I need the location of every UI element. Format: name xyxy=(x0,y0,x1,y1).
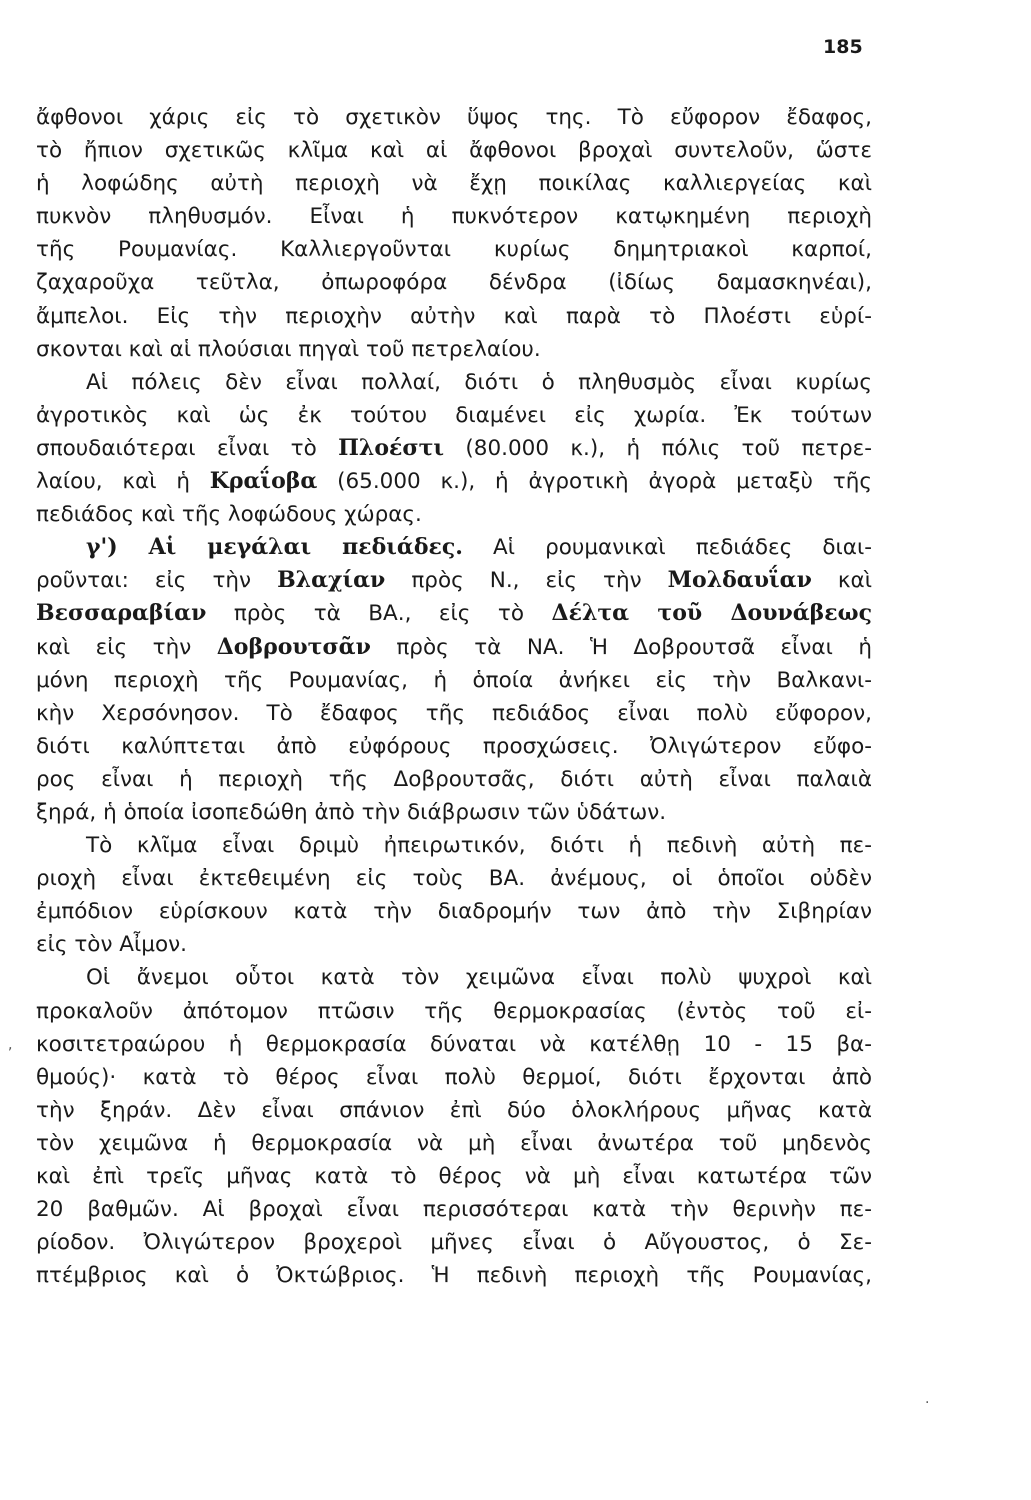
text-line xyxy=(36,1259,872,1292)
body-text xyxy=(36,101,872,1292)
text-line xyxy=(36,531,872,564)
text-segment: 20 βαθμῶν. Αἱ βροχαὶ εἶναι περισσότεραι κατὰ τὴν θερινὴν πε- xyxy=(36,1197,872,1223)
text-segment: διότι καλύπτεται ἀπὸ εὐφόρους προσχώσεις. Ὀλιγώτερον εὔφο- xyxy=(36,733,872,759)
text-segment: πρὸς τὰ ΒΑ., εἰς τὸ xyxy=(206,601,552,627)
margin-mark: , xyxy=(8,1037,13,1053)
text-line xyxy=(36,1226,872,1259)
text-segment: Αἱ πόλεις δὲν εἶναι πολλαί, διότι ὁ πληθυσμὸς εἶναι κυρίως xyxy=(86,369,872,395)
text-segment: (65.000 κ.), ἡ ἀγροτικὴ ἀγορὰ μεταξὺ τῆς xyxy=(317,469,872,495)
text-segment: θμούς)· κατὰ τὸ θέρος εἶναι πολὺ θερμοί, διότι ἔρχονται ἀπὸ xyxy=(36,1064,872,1090)
text-segment: ξηρά, ἡ ὁποία ἰσοπεδώθη ἀπὸ τὴν διάβρωσιν τῶν ὑδάτων. xyxy=(36,799,667,825)
text-line xyxy=(36,664,872,697)
text-segment: τὴν ξηράν. Δὲν εἶναι σπάνιον ἐπὶ δύο ὁλοκλήρους μῆνας κατὰ xyxy=(36,1097,872,1123)
text-segment: πρὸς τὰ ΝΑ. Ἡ Δοβρουτσᾶ εἶναι ἡ xyxy=(370,634,872,660)
text-line xyxy=(36,763,872,796)
text-line xyxy=(36,101,872,134)
text-line xyxy=(36,1127,872,1160)
text-segment: κὴν Χερσόνησον. Τὸ ἔδαφος τῆς πεδιάδος εἶναι πολὺ εὔφορον, xyxy=(36,700,872,726)
text-segment: (80.000 κ.), ἡ πόλις τοῦ πετρε- xyxy=(444,435,872,461)
text-segment: ἐμπόδιον εὑρίσκουν κατὰ τὴν διαδρομήν των ἀπὸ τὴν Σιβηρίαν xyxy=(36,899,872,925)
text-segment: σκονται καὶ αἱ πλούσιαι πηγαὶ τοῦ πετρελαίου. xyxy=(36,336,541,362)
text-line xyxy=(36,167,872,200)
text-segment: ροῦνται: εἰς τὴν xyxy=(36,568,278,594)
text-segment: ρίοδον. Ὀλιγώτερον βροχεροὶ μῆνες εἶναι ὁ Αὔγουστος, ὁ Σε- xyxy=(36,1230,872,1256)
text-line xyxy=(36,233,872,266)
page-number: 185 xyxy=(823,36,863,58)
text-line xyxy=(36,796,872,829)
bold-term: Κραΐοβα xyxy=(209,468,318,495)
text-segment: πυκνὸν πληθυσμόν. Εἶναι ἡ πυκνότερον κατῳκημένη περιοχὴ xyxy=(36,204,872,230)
text-segment: σπουδαιότεραι εἶναι τὸ xyxy=(36,435,339,461)
text-line xyxy=(36,961,872,994)
text-segment: ἡ λοφώδης αὐτὴ περιοχὴ νὰ ἔχῃ ποικίλας καλλιεργείας καὶ xyxy=(36,171,872,197)
margin-mark: · xyxy=(925,1395,930,1411)
text-segment: πρὸς Ν., εἰς τὴν xyxy=(385,568,668,594)
text-line xyxy=(36,1061,872,1094)
text-segment: πεδιάδος καὶ τῆς λοφώδους χώρας. xyxy=(36,502,422,528)
text-line xyxy=(36,564,872,597)
text-segment: τῆς Ρουμανίας. Καλλιεργοῦνται κυρίως δημητριακοὶ καρποί, xyxy=(36,237,872,263)
bold-term: Δοβρουτσᾶν xyxy=(216,633,371,660)
text-segment: κοσιτετραώρου ἡ θερμοκρασία δύναται νὰ κατέλθῃ 10 - 15 βα- xyxy=(36,1031,872,1057)
text-segment: ριοχὴ εἶναι ἐκτεθειμένη εἰς τοὺς ΒΑ. ἀνέμους, οἱ ὁποῖοι οὐδὲν xyxy=(36,866,872,892)
bold-term: γ') Αἱ μεγάλαι πεδιάδες. xyxy=(86,534,463,561)
text-line xyxy=(36,498,872,531)
text-line xyxy=(36,631,872,664)
text-line xyxy=(36,697,872,730)
text-line xyxy=(36,432,872,465)
text-segment: προκαλοῦν ἀπότομον πτῶσιν τῆς θερμοκρασίας (ἐντὸς τοῦ εἰ- xyxy=(36,998,872,1024)
text-line xyxy=(36,134,872,167)
text-segment: πτέμβριος καὶ ὁ Ὀκτώβριος. Ἡ πεδινὴ περιοχὴ τῆς Ρουμανίας, xyxy=(36,1263,872,1289)
text-line xyxy=(36,333,872,366)
bold-term: Μολδαυΐαν xyxy=(667,567,812,594)
text-line xyxy=(36,200,872,233)
text-line xyxy=(36,995,872,1028)
text-segment: τὸν χειμῶνα ἡ θερμοκρασία νὰ μὴ εἶναι ἀνωτέρα τοῦ μηδενὸς xyxy=(36,1130,872,1156)
text-line xyxy=(36,829,872,862)
text-segment: ρος εἶναι ἡ περιοχὴ τῆς Δοβρουτσᾶς, διότι αὐτὴ εἶναι παλαιὰ xyxy=(36,766,872,792)
text-segment: τὸ ἤπιον σχετικῶς κλῖμα καὶ αἱ ἄφθονοι βροχαὶ συντελοῦν, ὥστε xyxy=(36,138,872,164)
text-segment: ἀγροτικὸς καὶ ὡς ἐκ τούτου διαμένει εἰς χωρία. Ἐκ τούτων xyxy=(36,402,872,428)
text-line xyxy=(36,928,872,961)
bold-term: Βεσσαραβίαν xyxy=(36,600,207,627)
bold-term: Δέλτα τοῦ Δουνάβεως xyxy=(551,600,872,627)
text-segment: εἰς τὸν Αἶμον. xyxy=(36,932,187,958)
text-segment: καὶ εἰς τὴν xyxy=(36,634,217,660)
text-segment: Τὸ κλῖμα εἶναι δριμὺ ἠπειρωτικόν, διότι ἡ πεδινὴ αὐτὴ πε- xyxy=(86,833,872,859)
text-segment: ἄφθονοι χάρις εἰς τὸ σχετικὸν ὕψος της. Τὸ εὔφορον ἔδαφος, xyxy=(36,105,872,130)
text-line xyxy=(36,730,872,763)
text-line xyxy=(36,597,872,630)
text-line xyxy=(36,1160,872,1193)
text-segment: ζαχαροῦχα τεῦτλα, ὀπωροφόρα δένδρα (ἰδίως δαμασκηνέαι), xyxy=(36,270,872,296)
text-line xyxy=(36,300,872,333)
text-segment: καὶ ἐπὶ τρεῖς μῆνας κατὰ τὸ θέρος νὰ μὴ εἶναι κατωτέρα τῶν xyxy=(36,1164,872,1189)
text-segment: Οἱ ἄνεμοι οὗτοι κατὰ τὸν χειμῶνα εἶναι πολὺ ψυχροὶ καὶ xyxy=(86,965,872,991)
text-segment: μόνη περιοχὴ τῆς Ρουμανίας, ἡ ὁποία ἀνήκει εἰς τὴν Βαλκανι- xyxy=(36,667,872,693)
text-segment: λαίου, καὶ ἡ xyxy=(36,469,210,495)
text-segment: Αἱ ρουμανικαὶ πεδιάδες διαι- xyxy=(462,535,872,561)
text-segment: καὶ xyxy=(811,568,872,594)
bold-term: Βλαχίαν xyxy=(277,567,386,594)
text-line xyxy=(36,366,872,399)
text-line xyxy=(36,266,872,299)
bold-term: Πλοέστι xyxy=(338,434,445,461)
text-line xyxy=(36,895,872,928)
text-line xyxy=(36,399,872,432)
text-line xyxy=(36,465,872,498)
text-line xyxy=(36,1193,872,1226)
text-line xyxy=(36,1094,872,1127)
text-segment: ἄμπελοι. Εἰς τὴν περιοχὴν αὐτὴν καὶ παρὰ τὸ Πλοέστι εὑρί- xyxy=(36,303,872,329)
text-line xyxy=(36,1028,872,1061)
text-line xyxy=(36,862,872,895)
